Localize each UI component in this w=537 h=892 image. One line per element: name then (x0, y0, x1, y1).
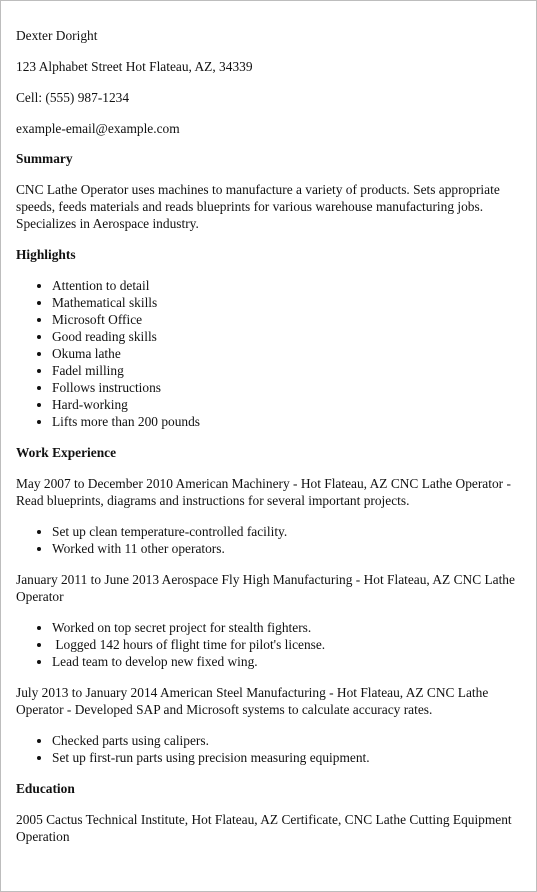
list-item: • Good reading skills (52, 328, 516, 345)
list-item: • Lifts more than 200 pounds (52, 413, 516, 430)
job-bullets (16, 523, 516, 557)
highlights-section (16, 246, 516, 430)
contact-email: example-email@example.com (16, 121, 180, 136)
highlights-list (16, 277, 516, 430)
list-item: • Worked on top secret project for stealth fighters. (52, 619, 516, 636)
list-item: • Checked parts using calipers. (52, 732, 516, 749)
list-item: • Worked with 11 other operators. (52, 540, 516, 557)
summary-text: CNC Lathe Operator uses machines to manufacture a variety of products. Sets appropriate speeds, feeds materials and reads blueprints for various warehouse manufacturing jobs. Specializes in Aerospace industry. (16, 182, 500, 231)
list-item: • Logged 142 hours of flight time for pilot's license. (52, 636, 516, 653)
job-header: January 2011 to June 2013 Aerospace Fly High Manufacturing - Hot Flateau, AZ CNC Lathe Operator (16, 572, 515, 604)
summary-heading: Summary (16, 151, 73, 166)
list-item: • Hard-working (52, 396, 516, 413)
job-header: May 2007 to December 2010 American Machinery - Hot Flateau, AZ CNC Lathe Operator - Read blueprints, diagrams and instructions for several important projects. (16, 476, 511, 508)
list-item: • Fadel milling (52, 362, 516, 379)
contact-address: 123 Alphabet Street Hot Flateau, AZ, 34339 (16, 59, 253, 74)
list-item: • Okuma lathe (52, 345, 516, 362)
summary-section (16, 150, 516, 232)
education-section (16, 780, 516, 845)
list-item: • Follows instructions (52, 379, 516, 396)
contact-phone: Cell: (555) 987-1234 (16, 90, 130, 105)
contact-name: Dexter Doright (16, 28, 98, 43)
list-item: • Set up first-run parts using precision measuring equipment. (52, 749, 516, 766)
job-entry (16, 684, 516, 766)
list-item: • Attention to detail (52, 277, 516, 294)
highlights-heading: Highlights (16, 247, 76, 262)
experience-heading: Work Experience (16, 445, 117, 460)
job-bullets (16, 619, 516, 670)
job-bullets (16, 732, 516, 766)
list-item: • Set up clean temperature-controlled facility. (52, 523, 516, 540)
job-entry (16, 571, 516, 670)
education-heading: Education (16, 781, 75, 796)
job-entry (16, 475, 516, 557)
experience-section (16, 444, 516, 766)
education-text: 2005 Cactus Technical Institute, Hot Flateau, AZ Certificate, CNC Lathe Cutting Equipment Operation (16, 812, 512, 844)
list-item: • Microsoft Office (52, 311, 516, 328)
list-item: • Mathematical skills (52, 294, 516, 311)
list-item: • Lead team to develop new fixed wing. (52, 653, 516, 670)
job-header: July 2013 to January 2014 American Steel Manufacturing - Hot Flateau, AZ CNC Lathe Operator - Developed SAP and Microsoft systems to calculate accuracy rates. (16, 685, 489, 717)
